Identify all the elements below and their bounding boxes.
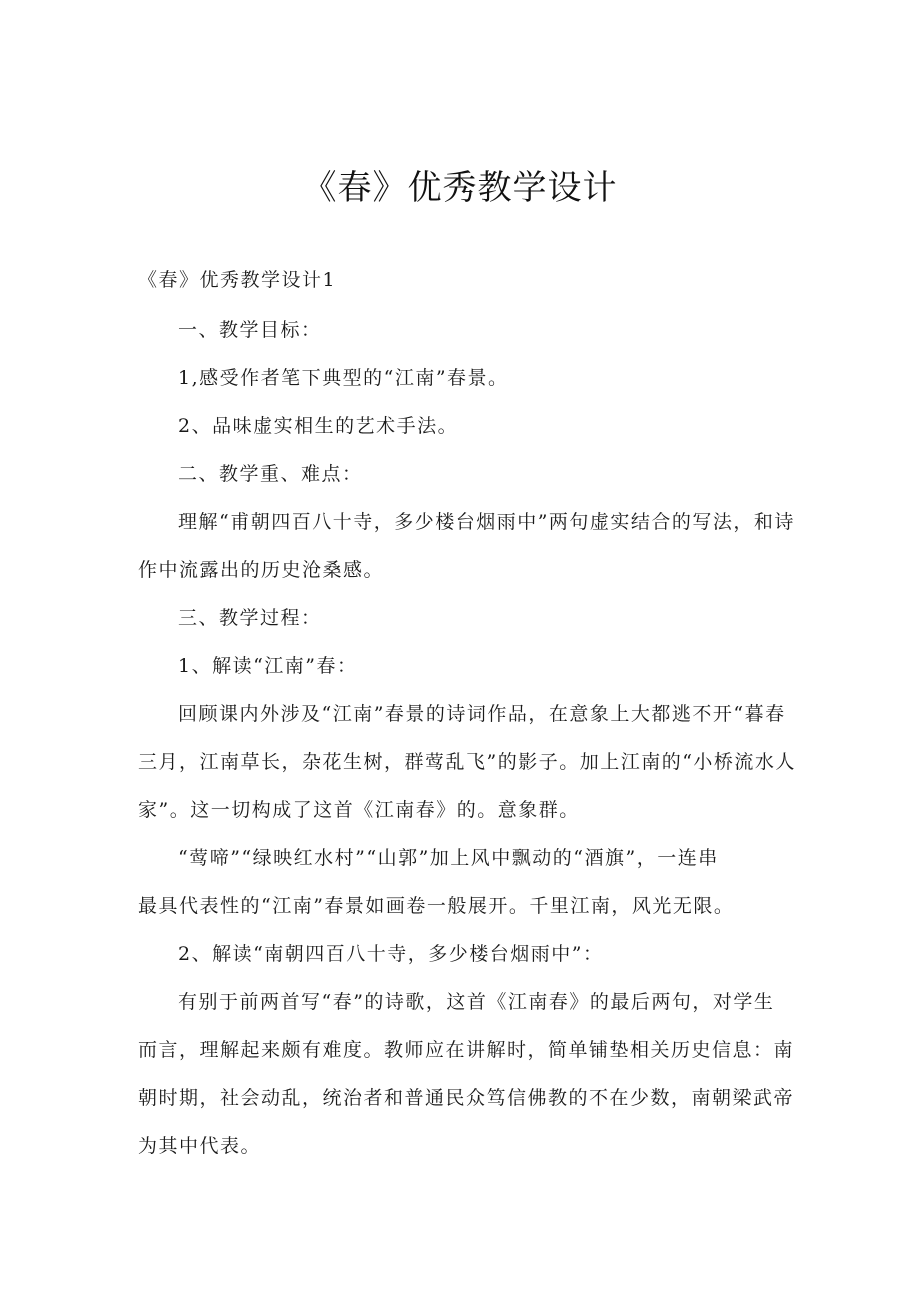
paragraph-line: 三、教学过程： [178, 607, 322, 629]
paragraph-line: 2、解读“南朝四百八十寺，多少楼台烟雨中”： [178, 943, 604, 965]
paragraph-line: 家”。这一切构成了这首《江南春》的。意象群。 [138, 799, 580, 821]
paragraph-line: 作中流露出的历史沧桑感。 [138, 559, 385, 581]
paragraph-line: 有别于前两首写“春”的诗歌，这首《江南春》的最后两句，对学生 [178, 991, 775, 1013]
paragraph-line: 三月，江南草长，杂花生树，群莺乱飞”的影子。加上江南的“小桥流水人 [138, 751, 796, 773]
paragraph-line: 二、教学重、难点： [178, 463, 363, 485]
paragraph-line: 而言，理解起来颇有难度。教师应在讲解时，简单铺垫相关历史信息：南 [138, 1039, 795, 1061]
paragraph-line: 1,感受作者笔下典型的“江南”春景。 [178, 367, 509, 389]
page-title: 《春》优秀教学设计 [302, 168, 618, 208]
paragraph-line: 最具代表性的“江南”春景如画卷一般展开。千里江南，风光无限。 [138, 895, 735, 917]
section-heading: 《春》优秀教学设计1 [138, 269, 337, 291]
paragraph-line: 2、品味虚实相生的艺术手法。 [178, 415, 459, 437]
paragraph-line: 理解“甫朝四百八十寺，多少楼台烟雨中”两句虚实结合的写法，和诗 [178, 511, 795, 533]
paragraph-line: 1、解读“江南”春： [178, 655, 358, 677]
paragraph-line: 为其中代表。 [138, 1135, 262, 1157]
paragraph-line: 一、教学目标： [178, 319, 322, 341]
paragraph-line: “莺啼”“绿映红水村”“山郭”加上风中飘动的“酒旗”，一连串 [178, 847, 719, 869]
paragraph-line: 回顾课内外涉及“江南”春景的诗词作品，在意象上大都逃不开“暮春 [178, 703, 786, 725]
paragraph-line: 朝时期，社会动乱，统治者和普通民众笃信佛教的不在少数，南朝梁武帝 [138, 1087, 795, 1109]
